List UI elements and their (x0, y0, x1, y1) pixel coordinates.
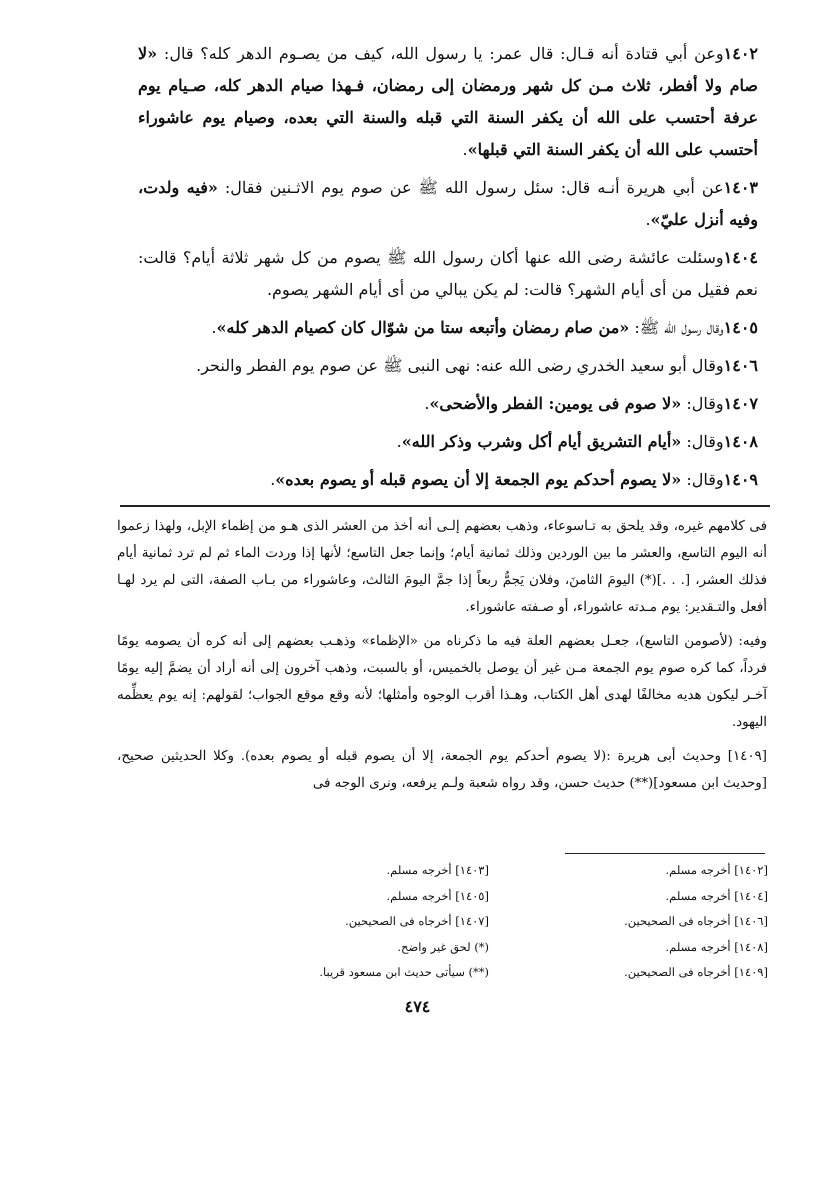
hadith-end: . (211, 318, 217, 337)
hadith-1404 (138, 242, 758, 306)
hadith-number: ١٤٠٧ (723, 394, 758, 413)
footnote: [١٤٠٤] أخرجه مسلم. (665, 888, 768, 903)
hadith-quote: «أيام التشريق أيام أكل وشرب وذكر الله» (401, 432, 682, 451)
hadith-number: ١٤٠٦ (723, 356, 758, 375)
hadith-text: وقال: (681, 432, 724, 451)
commentary-paragraph: وفيه: (لأصومن التاسع)، جعـل بعضهم العلة فيه ما ذكرناه من «الإظماء» وذهـب بعضهم إلى أنه كره أن يصومه يومًا فرداً، كما كره صوم يوم الجمعة مـن غير أن يوصل بالخميس، أو بالسبت، وذهب آخرون إلى أنه أراد أن يضمَّ إليه يومًا آخـر ليكون هديه مخالفًا لهدى أهل الكتاب، وهـذا أقرب الوجوه وأمثلها؛ لأنه وقع موقع الجواب؛ لقولهم: إنه يوم يعظِّمه اليهود. (117, 634, 767, 730)
footnote: [١٤٠٣] أخرجه مسلم. (386, 863, 489, 877)
hadith-number: ١٤٠٢ (723, 44, 758, 63)
hadith-number: ١٤٠٩ (723, 470, 758, 489)
footnote: (**) سيأتى حديث ابن مسعود قريبا. (319, 965, 489, 979)
hadith-1406 (138, 350, 758, 382)
hadith-end: . (645, 210, 651, 229)
footnote: [١٤٠٦] أخرجاه فى الصحيحين. (624, 914, 768, 928)
hadith-text: وعن أبي قتادة أنه قـال: قال عمر: يا رسول الله، كيف من يصـوم الدهر كله؟ قال: (157, 44, 724, 63)
hadith-end: . (270, 470, 276, 489)
hadith-quote: «لا صام ولا أفطر، ثلاث مـن كل شهر ورمضان إلى رمضان، فـهذا صيام الدهر كله، صـيام يوم عرفة أحتسب على الله أن يكفر السنة التي قبله والسنة التي بعده، وصيام يوم عاشوراء أحتسب على الله أن يكفر السنة التي قبلها» (138, 44, 758, 159)
hadith-number: ١٤٠٣ (723, 178, 758, 197)
hadith-1408 (138, 426, 758, 458)
hadith-quote: «لا يصوم أحدكم يوم الجمعة إلا أن يصوم قبله أو يصوم بعده» (275, 470, 682, 489)
hadith-text: وسئلت عائشة رضى الله عنها أكان رسول الله ﷺ يصوم من كل شهر ثلاثة أيام؟ قالت: نعم فقيل من أى أيام الشهر؟ قالت: لم يكن يبالي من أى أيام الشهر يصوم. (138, 248, 758, 299)
footnote: [١٤٠٩] أخرجاه فى الصحيحين. (624, 965, 768, 979)
hadith-quote: «فيه ولدت، وفيه أنزل عليّ» (138, 178, 758, 229)
hadith-1403 (138, 172, 758, 236)
hadith-text: وقال أبو سعيد الخدري رضى الله عنه: نهى النبى ﷺ عن صوم يوم الفطر والنحر. (196, 356, 724, 375)
hadith-1405 (138, 312, 758, 344)
hadith-1407 (138, 388, 758, 420)
footnote: [١٤٠٨] أخرجه مسلم. (665, 939, 768, 954)
hadith-text: وقال: (681, 394, 724, 413)
hadith-text: وقال رسول الله ﷺ: (629, 318, 724, 337)
hadith-end: . (462, 140, 468, 159)
hadith-number: ١٤٠٤ (723, 248, 759, 267)
hadith-number: ١٤٠٥ (723, 318, 758, 337)
hadith-1402 (138, 38, 758, 166)
footnote-divider (565, 853, 765, 854)
footnote: (*) لحق غير واضح. (397, 939, 489, 954)
page-number: ٤٧٤ (404, 997, 431, 1016)
hadith-end: . (396, 432, 402, 451)
footnote: [١٤٠٢] أخرجه مسلم. (665, 863, 768, 877)
hadith-1409 (138, 464, 758, 496)
hadith-quote: «لا صوم فى يومين: الفطر والأضحى» (429, 394, 682, 413)
hadith-section (138, 38, 758, 502)
footnote: [١٤٠٥] أخرجه مسلم. (386, 888, 489, 903)
hadith-number: ١٤٠٨ (723, 432, 758, 451)
hadith-end: . (424, 394, 430, 413)
commentary-section (117, 513, 767, 804)
hadith-quote: «من صام رمضان وأتبعه ستا من شوّال كان كصيام الدهر كله» (216, 318, 630, 337)
commentary-paragraph: فى كلامهم غيره، وقد يلحق به تـاسوعاء، وذهب بعضهم إلـى أنه أخذ من العشر الذى هـو من إظماء الإبل، ولهذا زعموا أنه اليوم التاسع، والعشر ما بين الوردين وذلك ثمانية أيام؛ وإنما جعل التاسع؛ لأنها إذا وردت الماء ثم لم ترد ثمانية أيام فذلك العشر، [. . .](*) اليومَ الثامنَ، وفلان يَجمُّ ربعاً إذا جمَّ اليومَ الثالث، وعاشوراء من بـاب الصفة، التى لم يرد لهـا أفعل والتـقدير: يوم مـدته عاشوراء، أو صـفته عاشوراء. (117, 519, 767, 615)
hadith-text: عن أبي هريرة أنـه قال: سئل رسول الله ﷺ عن صوم يوم الاثـنين فقال: (217, 178, 724, 197)
commentary-paragraph: [١٤٠٩] وحديث أبى هريرة :(لا يصوم أحدكم يوم الجمعة، إلا أن يصوم قبله أو يصوم بعده). وكلا الحديثين صحيح، [وحديث ابن مسعود](**) حديث حسن، وقد رواه شعبة ولـم يرفعه، ونرى الوجه فى (117, 749, 767, 791)
section-divider (120, 505, 770, 507)
footnote: [١٤٠٧] أخرجاه فى الصحيحين. (345, 914, 489, 928)
footnotes (220, 858, 768, 986)
hadith-text: وقال: (681, 470, 724, 489)
